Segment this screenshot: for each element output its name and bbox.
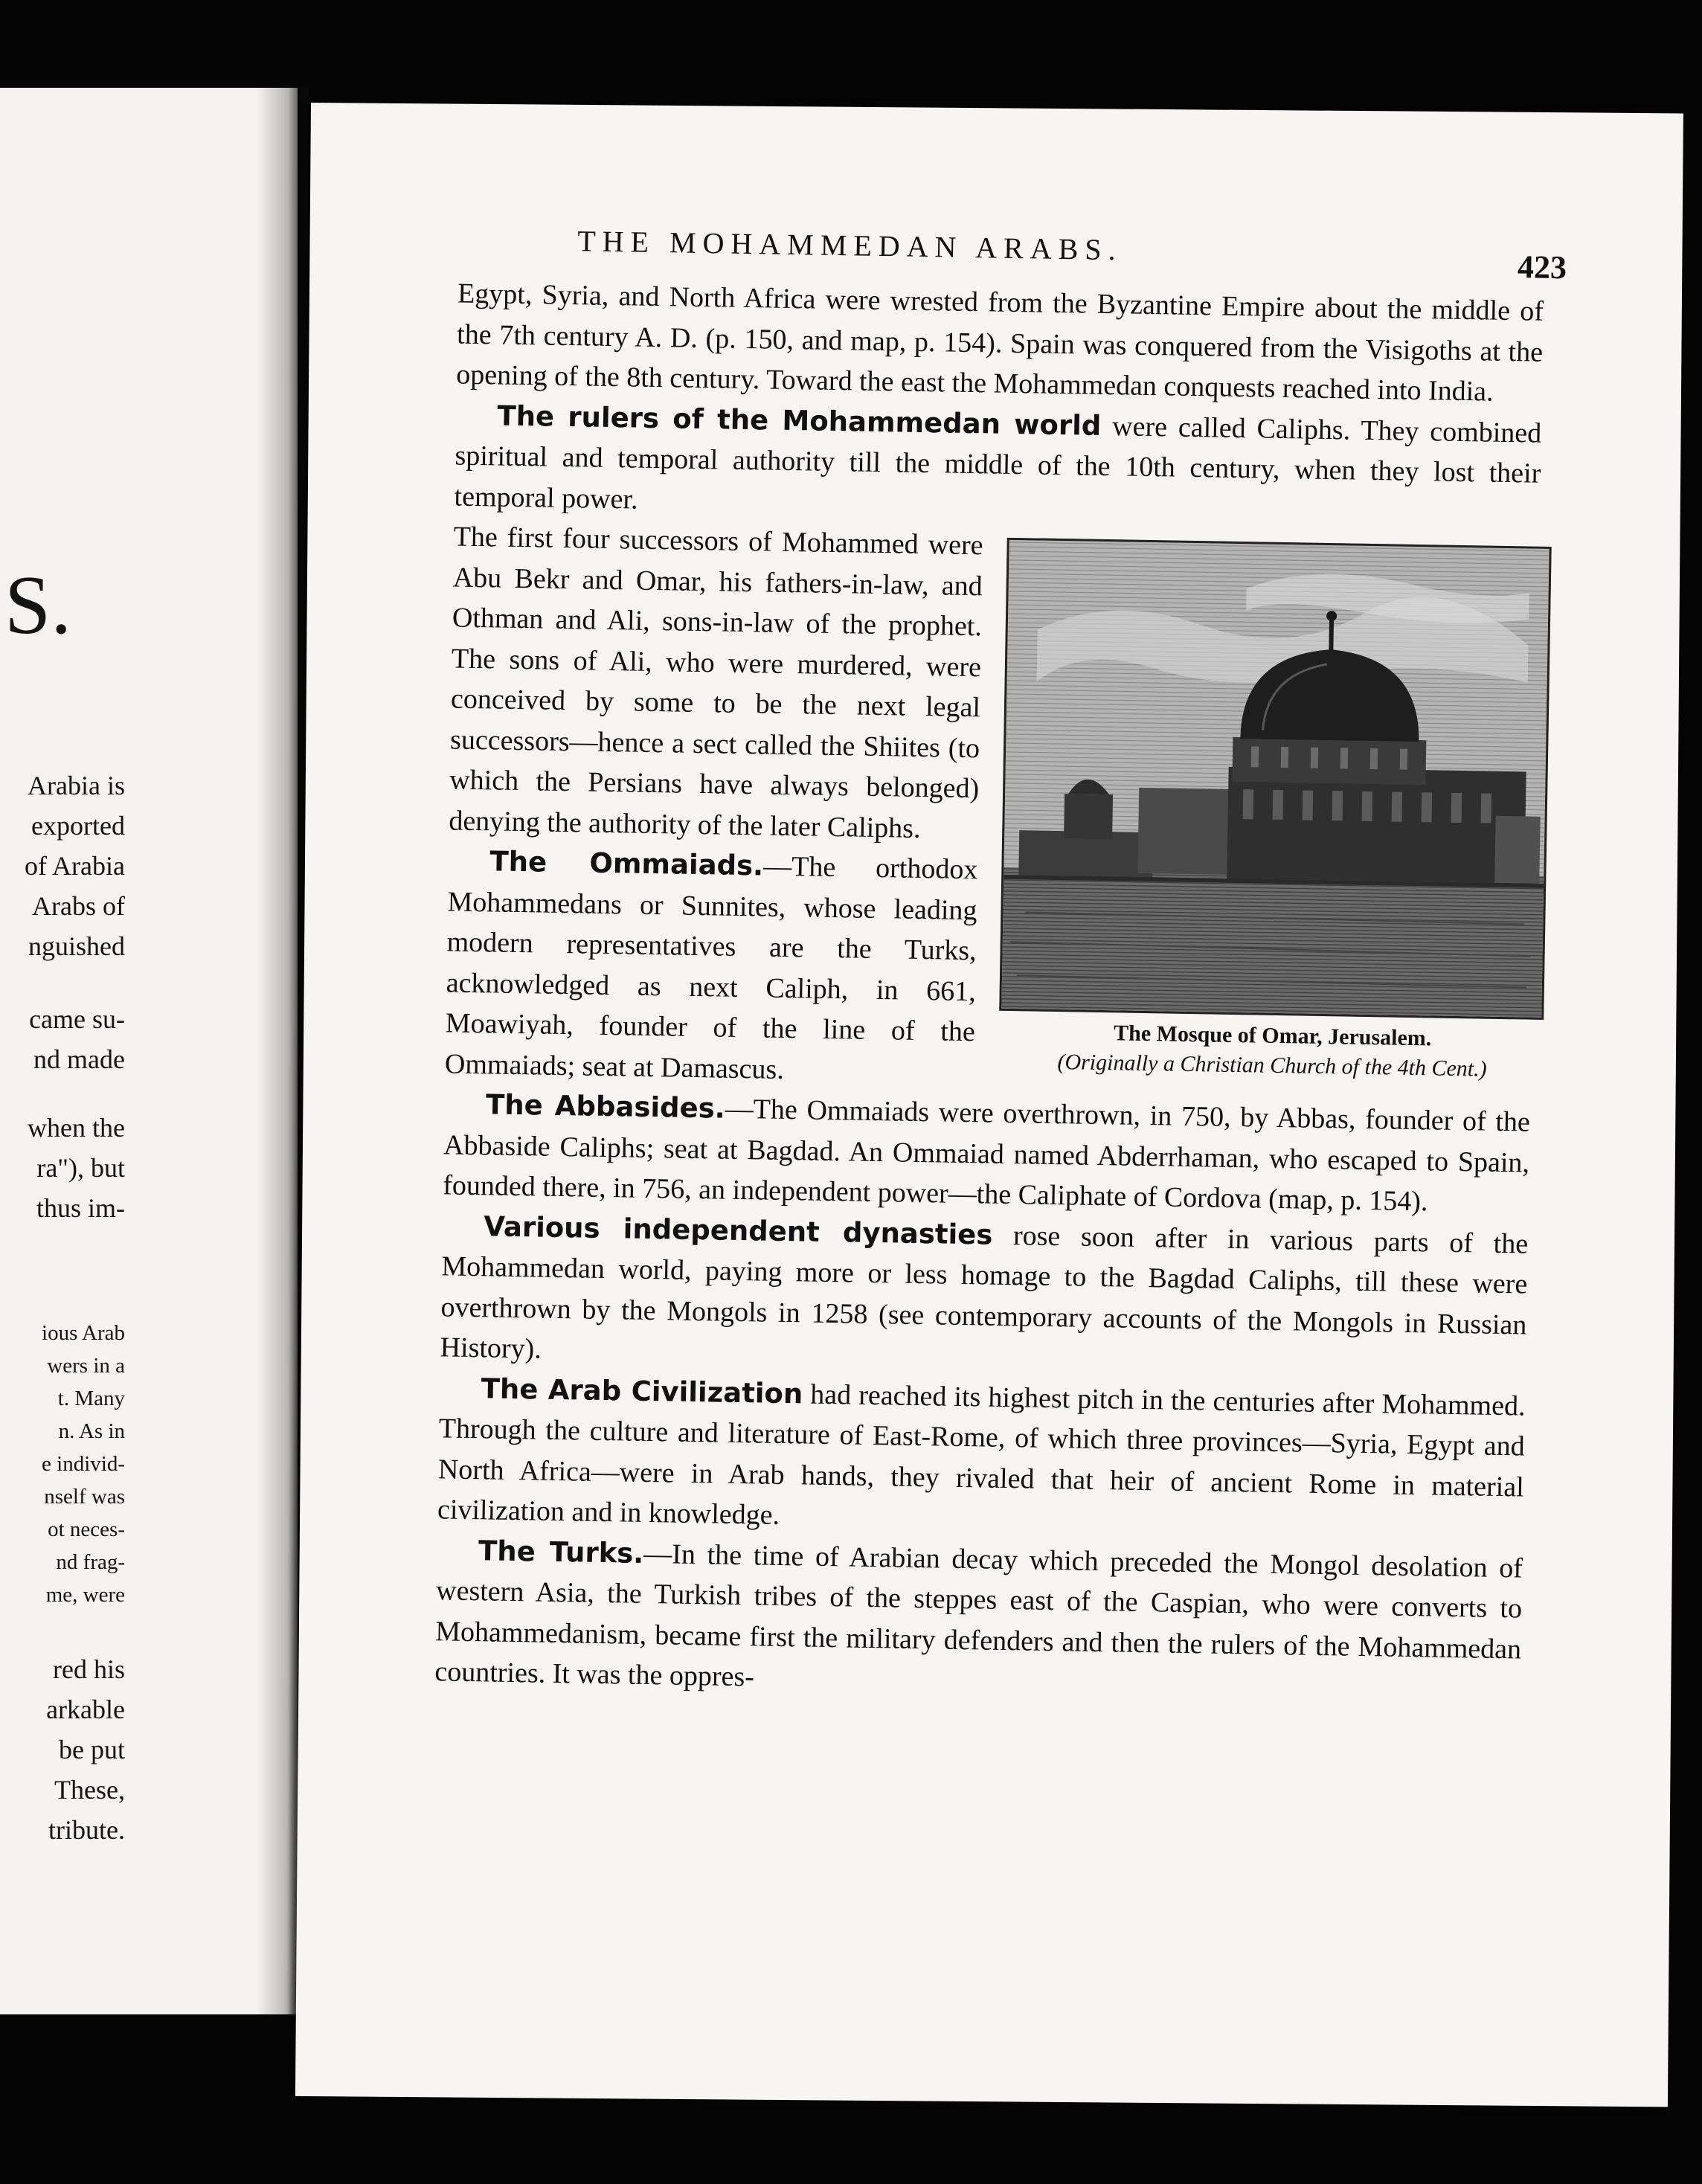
paragraph-abbasides bbox=[443, 1084, 1531, 1224]
caption-note: (Originally a Christian Church of the 4th Cent.) bbox=[1057, 1050, 1487, 1082]
paragraph-text: —The Ommaiads were overthrown, in 750, by Abbas, founder of the Abbaside Caliphs; seat at Bagdad. An Ommaiad named Abderrhaman, who escaped to Spain, founded there, in 756, an independent power—the Caliphate of Cordova (map, p. 154). bbox=[442, 1093, 1531, 1218]
paragraph-lead: The Arab Civilization bbox=[481, 1372, 803, 1410]
paragraph-conquests bbox=[456, 274, 1544, 414]
left-page-line: nself was bbox=[44, 1485, 125, 1509]
paragraph-text: The first four successors of Mohammed were Abu Bekr and Omar, his fathers-in-law, and Othman and Ali, sons-in-law of the prophet. The sons of Ali, who were murdered, were conceived by some to be the next legal successors—hence a sect called the Shiites (to which the Persians have always belonged) denying the authority of the later Caliphs. bbox=[449, 521, 983, 844]
figure-caption bbox=[998, 1017, 1547, 1085]
figure-mosque-of-omar bbox=[998, 538, 1555, 1085]
left-page-line: tribute. bbox=[48, 1815, 125, 1845]
caption-title: The Mosque of Omar, Jerusalem. bbox=[1113, 1021, 1432, 1051]
paragraph-turks bbox=[434, 1530, 1523, 1710]
paragraph-lead: The Ommaiads. bbox=[489, 845, 764, 882]
mosque-engraving-icon bbox=[999, 538, 1551, 1020]
mosque-illustration bbox=[1001, 540, 1549, 1018]
paragraph-lead: The Abbasides. bbox=[485, 1088, 726, 1125]
paragraph-text: —In the time of Arabian decay which preceded the Mongol desolation of western Asia, the Turkish tribes of the steppes east of the Caspian, who were converts to Mohammedanism, became first the military defenders and then the rulers of the Mohammedan countries. It was the oppres- bbox=[434, 1538, 1523, 1693]
left-page-line: ra"), but bbox=[36, 1153, 125, 1183]
facing-page-left bbox=[0, 88, 298, 2014]
left-page-line: nd made bbox=[33, 1044, 125, 1074]
page-number: 423 bbox=[1517, 248, 1567, 286]
paragraph-civilization bbox=[437, 1368, 1526, 1548]
paragraph-text: were called Caliphs. They combined spiritual and temporal authority till the middle of the 10th century, when they lost their temporal power. bbox=[454, 410, 1542, 516]
left-page-line: red his bbox=[53, 1654, 125, 1684]
page-423 bbox=[295, 103, 1683, 2107]
left-page-line: t. Many bbox=[57, 1387, 125, 1410]
left-page-line: when the bbox=[28, 1113, 125, 1143]
paragraph-lead: The rulers of the Mohammedan world bbox=[497, 399, 1102, 442]
left-page-line: ious Arab bbox=[42, 1321, 125, 1345]
left-page-line: me, were bbox=[45, 1583, 125, 1607]
left-page-line: n. As in bbox=[58, 1419, 125, 1443]
paragraph-text: —The orthodox Mohammedans or Sunnites, whose leading modern representatives are the Turks, acknowledged as next Caliph, in 661, Moawiyah, founder of the line of the Ommaiads; seat at Damascus. bbox=[444, 850, 978, 1085]
left-page-line: be put bbox=[59, 1735, 125, 1764]
left-page-heading-fragment: S. bbox=[4, 559, 72, 652]
paragraph-rulers bbox=[454, 395, 1542, 535]
paragraph-text: had reached its highest pitch in the centuries after Mohammed. Through the culture and literature of East-Rome, of which three provinces—Syria, Egypt and North Africa—were in Arab hands, they rivaled that heir of ancient Rome in material civilization and in knowledge. bbox=[437, 1378, 1526, 1531]
running-title: THE MOHAMMEDAN ARABS. bbox=[577, 224, 1123, 267]
page-content bbox=[434, 222, 1567, 1710]
left-page-line: ot neces- bbox=[48, 1517, 125, 1541]
paragraph-lead: The Turks. bbox=[478, 1534, 644, 1570]
left-page-line: e individ- bbox=[42, 1452, 125, 1476]
left-page-line: These, bbox=[54, 1775, 125, 1805]
left-page-line: wers in a bbox=[47, 1354, 125, 1378]
paragraph-dynasties bbox=[440, 1206, 1528, 1386]
left-page-line: Arabia is bbox=[28, 771, 125, 800]
left-page-line: of Arabia bbox=[25, 851, 125, 881]
left-page-line: arkable bbox=[46, 1695, 125, 1724]
left-page-line: nguished bbox=[28, 931, 125, 961]
left-page-line: exported bbox=[31, 811, 125, 841]
paragraph-text: rose soon after in various parts of the Mohammedan world, paying more or less homage to the Bagdad Caliphs, till these were overthrown by the Mongols in 1258 (see contemporary accounts of the Mongols in Russian History). bbox=[440, 1219, 1529, 1365]
left-page-line: Arabs of bbox=[32, 891, 125, 921]
left-page-line: nd frag- bbox=[56, 1550, 125, 1574]
left-page-line: came su- bbox=[29, 1004, 125, 1034]
paragraph-lead: Various independent dynasties bbox=[484, 1210, 993, 1251]
paragraph-text: Egypt, Syria, and North Africa were wrested from the Byzantine Empire about the middle of the 7th century A. D. (p. 150, and map, p. 154). Spain was conquered from the Visigoths at the opening of the 8th century. Toward the east the Mohammedan conquests reached into India. bbox=[455, 277, 1544, 408]
left-page-line: thus im- bbox=[36, 1193, 125, 1223]
